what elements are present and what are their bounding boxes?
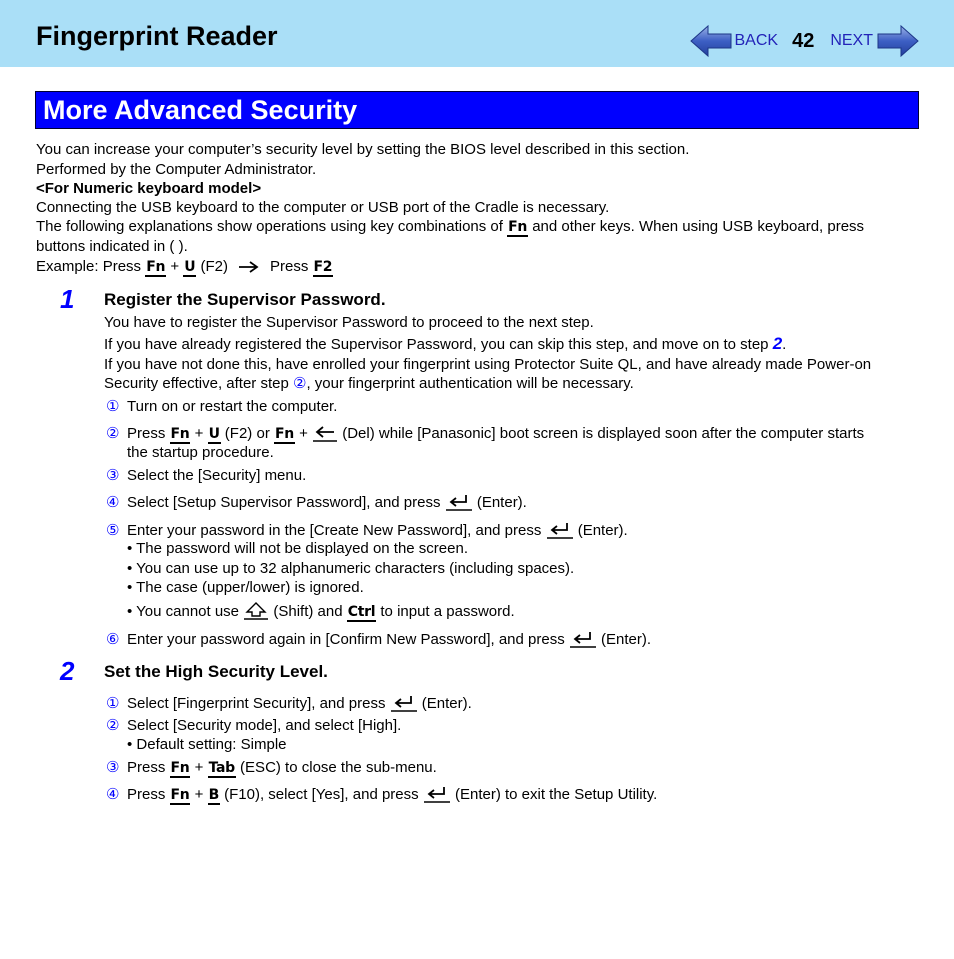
text: (F2) (196, 258, 229, 275)
text: Press (127, 425, 170, 442)
text: The following explanations show operations using key combinations of (36, 218, 508, 235)
bullet-item: • The password will not be displayed on the screen. (127, 540, 469, 557)
text: (F2) or (220, 425, 274, 442)
substep-number: ① (106, 398, 120, 415)
text: to input a password. (376, 603, 515, 620)
next-link[interactable]: NEXT (830, 32, 873, 49)
substep (106, 784, 657, 805)
text: Press (127, 786, 170, 803)
substep (106, 520, 628, 540)
text: • You cannot use (127, 603, 244, 620)
text: (Del) while [Panasonic] boot screen is displayed soon after the computer starts (338, 425, 865, 442)
substep-number: ⑤ (106, 522, 120, 539)
enter-key-icon (445, 492, 473, 512)
substep-continuation: the startup procedure. (127, 444, 274, 461)
f2-key: F2 (313, 259, 333, 275)
step-title: Set the High Security Level. (104, 662, 328, 681)
substep-number: ⑥ (106, 631, 120, 648)
step-title: Register the Supervisor Password. (104, 290, 386, 309)
step-text (104, 335, 786, 354)
intro-line (36, 218, 864, 237)
bullet-item: • Default setting: Simple (127, 736, 287, 753)
ctrl-key: Ctrl (347, 604, 376, 620)
step-number: 1 (60, 284, 75, 314)
text: + (166, 258, 184, 275)
text: (Enter) to exit the Setup Utility. (450, 786, 658, 803)
substep (106, 759, 437, 778)
enter-key-icon (546, 520, 574, 540)
substep-number: ④ (106, 494, 120, 511)
u-key: U (208, 426, 220, 442)
enter-key-icon (423, 784, 451, 804)
text: Select [Setup Supervisor Password], and press (127, 494, 445, 511)
page-navigation (689, 23, 921, 59)
text: Security effective, after step (104, 375, 293, 392)
text: , your fingerprint authentication will be necessary. (306, 375, 634, 392)
substep-number: ③ (106, 467, 120, 484)
step-text (104, 375, 634, 393)
tab-key: Tab (208, 760, 235, 776)
intro-line: buttons indicated in ( ). (36, 238, 188, 255)
substep-number: ② (106, 717, 120, 734)
fn-key: Fn (146, 259, 166, 275)
bullet-item: • You can use up to 32 alphanumeric characters (including spaces). (127, 560, 575, 577)
substep (106, 492, 527, 512)
text: (ESC) to close the sub-menu. (235, 759, 437, 776)
next-arrow-icon[interactable] (876, 24, 920, 58)
text: Enter your password in the [Create New Password], and press (127, 522, 546, 539)
text: Press (127, 759, 170, 776)
keyboard-model-note: <For Numeric keyboard model> (36, 180, 262, 197)
shift-key-icon (243, 601, 269, 621)
substep-number: ② (106, 425, 120, 442)
substep-number: ③ (106, 759, 120, 776)
back-link[interactable]: BACK (734, 32, 779, 49)
bullet-item (127, 601, 515, 622)
text: Select [Fingerprint Security], and press (127, 695, 390, 712)
substep-ref: ② (292, 375, 307, 392)
text: + (190, 759, 208, 776)
text: + (294, 425, 313, 442)
u-key: U (184, 259, 196, 275)
text: Press (270, 258, 313, 275)
text: + (190, 786, 208, 803)
right-arrow-icon (238, 260, 260, 274)
step-number: 2 (60, 656, 75, 686)
text: . (782, 336, 787, 353)
text: and other keys. When using USB keyboard, press (528, 218, 865, 235)
substep-number: ④ (106, 786, 120, 803)
text: (Enter). (596, 631, 652, 648)
intro-line: Connecting the USB keyboard to the computer or USB port of the Cradle is necessary. (36, 199, 610, 216)
text: (F10), select [Yes], and press (219, 786, 423, 803)
enter-key-icon (390, 693, 418, 713)
page-number: 42 (792, 29, 815, 52)
example-line (36, 258, 333, 277)
substep (106, 423, 864, 444)
text: Example: Press (36, 258, 146, 275)
substep (106, 398, 337, 416)
text: Select the [Security] menu. (127, 467, 307, 484)
header-bar (0, 0, 954, 67)
substep-number: ① (106, 695, 120, 712)
text: + (190, 425, 208, 442)
substep (106, 717, 401, 735)
page-title: Fingerprint Reader (36, 21, 278, 51)
text: Select [Security mode], and select [High]. (127, 717, 402, 734)
enter-key-icon (569, 629, 597, 649)
fn-key: Fn (170, 787, 190, 803)
step-2-link[interactable]: 2 (772, 334, 783, 353)
text: (Shift) and (269, 603, 347, 620)
text: (Enter). (573, 522, 628, 539)
step-text: If you have not done this, have enrolled your fingerprint using Protector Suite QL, and have already made Power-on (104, 356, 872, 373)
fn-key: Fn (170, 426, 190, 442)
fn-key: Fn (170, 760, 190, 776)
substep (106, 629, 651, 649)
fn-key: Fn (508, 219, 528, 235)
substep (106, 467, 306, 485)
bullet-item: • The case (upper/lower) is ignored. (127, 579, 364, 596)
b-key: B (208, 787, 219, 803)
intro-line: Performed by the Computer Administrator. (36, 161, 317, 178)
back-arrow-icon[interactable] (689, 24, 733, 58)
substep (106, 693, 472, 713)
step-text: You have to register the Supervisor Password to proceed to the next step. (104, 314, 594, 331)
text: (Enter). (472, 494, 527, 511)
text: (Enter). (417, 695, 472, 712)
intro-line: You can increase your computer’s security level by setting the BIOS level described in this section. (36, 141, 690, 158)
backspace-key-icon (312, 423, 338, 443)
section-title: More Advanced Security (35, 91, 919, 129)
text: Enter your password again in [Confirm New Password], and press (127, 631, 569, 648)
text: Turn on or restart the computer. (127, 398, 338, 415)
fn-key: Fn (274, 426, 294, 442)
text: If you have already registered the Supervisor Password, you can skip this step, and move on to step (104, 336, 773, 353)
